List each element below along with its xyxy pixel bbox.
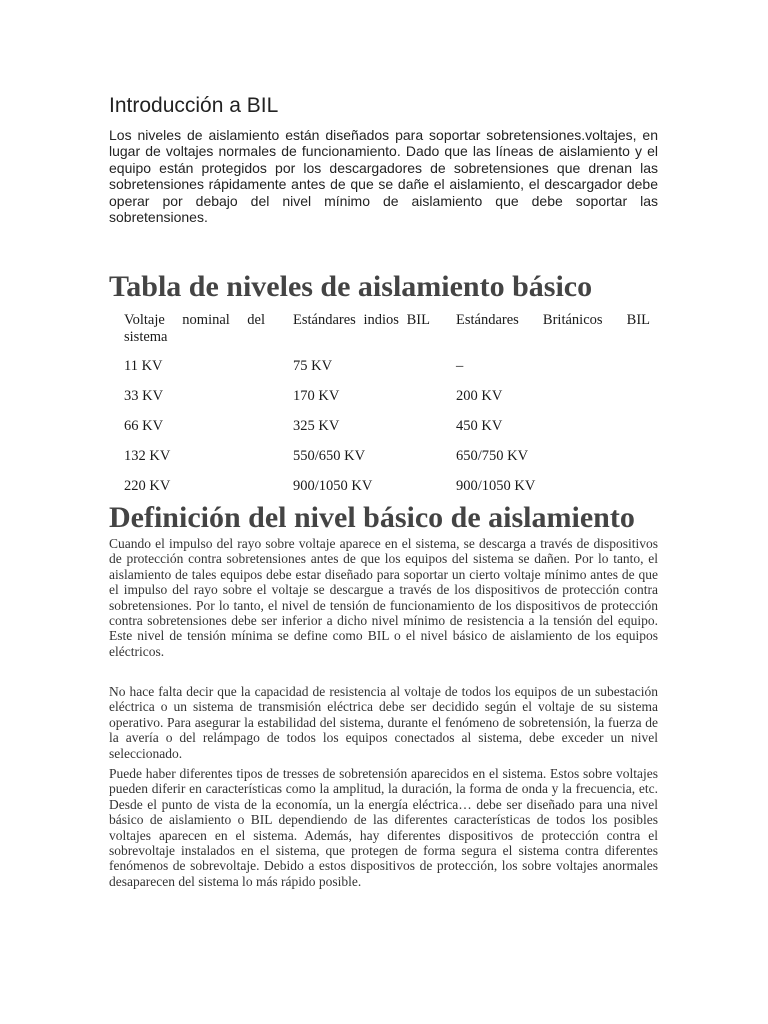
table-cell: 900/1050 KV — [293, 478, 373, 494]
table-cell: 650/750 KV — [456, 448, 529, 464]
table-cell: – — [456, 358, 464, 374]
table-cell: 11 KV — [124, 358, 163, 374]
table-cell: 200 KV — [456, 388, 503, 404]
table-heading: Tabla de niveles de aislamiento básico — [109, 270, 593, 303]
table-cell: 325 KV — [293, 418, 340, 434]
table-header-row — [124, 312, 650, 358]
table-cell: 66 KV — [124, 418, 164, 434]
table-cell: 900/1050 KV — [456, 478, 536, 494]
table-cell: 33 KV — [124, 388, 164, 404]
table-cell: 132 KV — [124, 448, 171, 464]
table-cell: 75 KV — [293, 358, 333, 374]
table-row — [124, 388, 650, 418]
intro-paragraph: Los niveles de aislamiento están diseñados para soportar sobretensiones.voltajes, en lugar de voltajes normales de funcionamiento. Dado que las líneas de aislamiento y el equipo están protegidos por los descargadores de sobretensiones que drenan las sobretensiones rápidamente antes de que se dañe el aislamiento, el descargador debe operar por debajo del nivel mínimo de aislamiento que debe soportar las sobretensiones. — [109, 127, 658, 226]
table-row — [124, 418, 650, 448]
intro-heading: Introducción a BIL — [109, 94, 279, 117]
table-row — [124, 358, 650, 388]
definition-paragraph-3: Puede haber diferentes tipos de tresses de sobretensión aparecidos en el sistema. Estos sobre voltajes pueden diferir en características como la amplitud, la duración, la forma de onda y la frecuencia, etc. Desde el punto de vista de la economía, un la energía eléctrica… debe ser diseñado para una nivel básico de aislamiento o BIL dependiendo de las diferentes características de todos los posibles voltajes aparecen en el sistema. Además, hay diferentes dispositivos de protección contra el sobrevoltaje instalados en el sistema, que protegen de forma segura el sistema contra diferentes fenómenos de sobrevoltaje. Debido a estos dispositivos de protección, los sobre voltajes anormales desaparecen del sistema lo más rápido posible. — [109, 766, 658, 889]
table-cell: 450 KV — [456, 418, 503, 434]
definition-heading: Definición del nivel básico de aislamiento — [109, 501, 635, 534]
bil-table — [124, 312, 650, 508]
header-british-bil: Estándares Británicos BIL — [456, 312, 650, 328]
definition-paragraph-2: No hace falta decir que la capacidad de resistencia al voltaje de todos los equipos de un subestación eléctrica o un sistema de transmisión eléctrica debe ser decidido según el voltaje de su sistema operativo. Para asegurar la estabilidad del sistema, durante el fenómeno de sobretensión, la fuerza de la avería o del relámpago de todos los equipos conectados al sistema, debe exceder un nivel seleccionado. — [109, 684, 658, 761]
definition-paragraph-1: Cuando el impulso del rayo sobre voltaje aparece en el sistema, se descarga a través de dispositivos de protección contra sobretensiones antes de que los equipos del sistema se dañen. Por lo tanto, el aislamiento de tales equipos debe estar diseñado para soportar un cierto voltaje mínimo antes de que el impulso del rayo sobre el voltaje se descargue a través de los dispositivos de protección contra sobretensiones. Por lo tanto, el nivel de tensión de funcionamiento de los dispositivos de protección contra sobretensiones debe ser inferior a dicho nivel mínimo de resistencia a la tensión del equipo. Este nivel de tensión mínima se define como BIL o el nivel básico de aislamiento de los equipos eléctricos. — [109, 536, 658, 659]
table-cell: 550/650 KV — [293, 448, 366, 464]
header-indian-bil: Estándares indios BIL — [293, 312, 430, 328]
header-nominal-voltage: Voltaje nominal del sistema — [124, 312, 265, 345]
table-row — [124, 448, 650, 478]
table-cell: 220 KV — [124, 478, 171, 494]
table-cell: 170 KV — [293, 388, 340, 404]
